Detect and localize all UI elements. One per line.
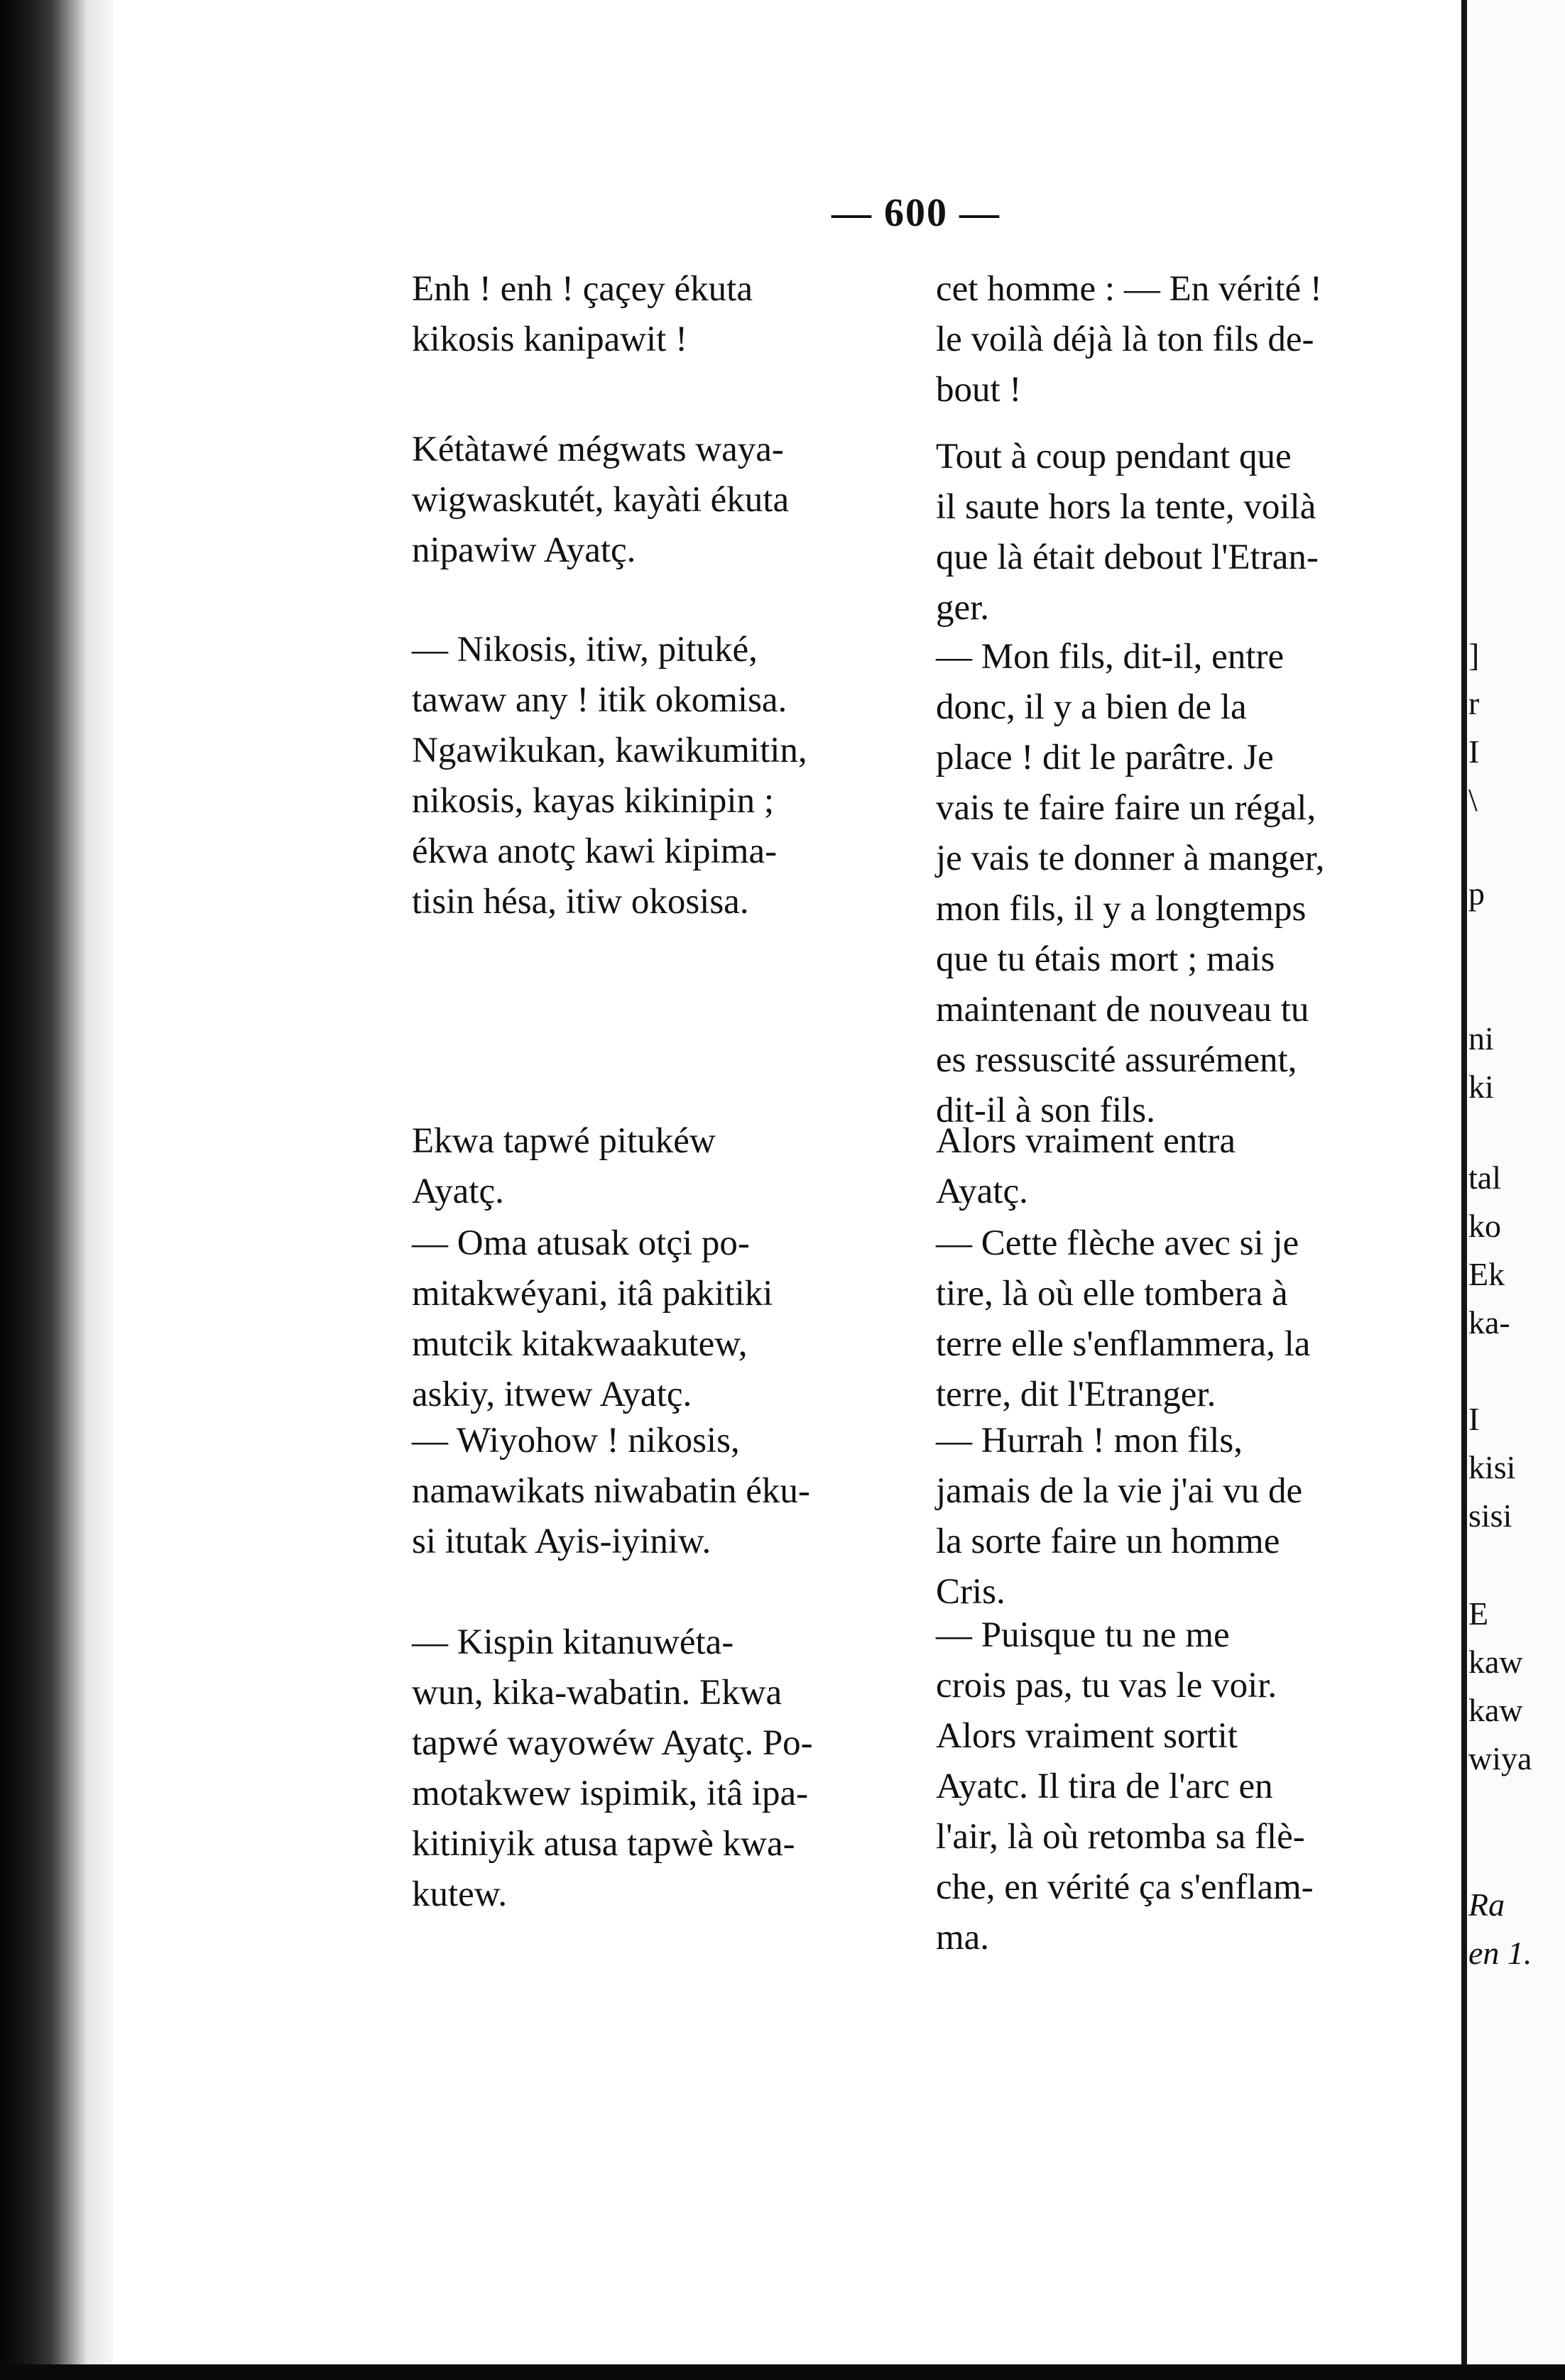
next-page-fragment: p	[1468, 875, 1485, 912]
next-page-fragment: kaw	[1468, 1692, 1523, 1728]
next-page-fragment: sisi	[1468, 1497, 1512, 1534]
next-page-fragment: \	[1468, 782, 1478, 818]
french-paragraph: Alors vraiment entra Ayatç.	[936, 1121, 1236, 1211]
next-page-fragment: wiya	[1468, 1740, 1532, 1776]
next-page-fragment: ]	[1468, 637, 1480, 673]
french-paragraph: — Hurrah ! mon fils, jamais de la vie j'ai vu de la sorte faire un homme Cris.	[936, 1421, 1303, 1612]
next-page-fragment: Ek	[1468, 1256, 1505, 1292]
cree-paragraph: — Wiyohow ! nikosis, namawikats niwabatin éku- si itutak Ayis-iyiniw.	[412, 1421, 810, 1561]
next-page-fragment: ni	[1468, 1020, 1494, 1057]
next-page-fragment: I	[1468, 1401, 1480, 1437]
next-page-fragment: tal	[1468, 1159, 1501, 1196]
cree-paragraph: Ekwa tapwé pitukéw Ayatç.	[412, 1121, 716, 1211]
page-gutter	[85, 0, 114, 2380]
next-page-fragment: I	[1468, 733, 1480, 770]
next-page-fragment: ki	[1468, 1069, 1494, 1105]
next-page-edge	[1461, 0, 1565, 2380]
next-page-fragment: kisi	[1468, 1449, 1516, 1485]
french-paragraph: — Mon fils, dit-il, entre donc, il y a bien de la place ! dit le parâtre. Je vais te faire faire un régal, je vais te donner à manger, mon fils, il y a longtemps que tu étais mort ; mais maintenant de nouveau tu es ressuscité assurément, dit-il à son fils.	[936, 637, 1325, 1130]
next-page-fragment: ko	[1468, 1208, 1501, 1244]
next-page-fragment: r	[1468, 685, 1480, 721]
cree-paragraph: — Kispin kitanuwéta- wun, kika-wabatin. Ekwa tapwé wayowéw Ayatç. Po- motakwew ispimik, itâ ipa- kitiniyik atusa tapwè kwa- kutew.	[412, 1622, 813, 1914]
scan-shadow-left	[0, 0, 85, 2380]
next-page-fragment: kaw	[1468, 1644, 1523, 1680]
cree-paragraph: — Oma atusak otçi po- mitakwéyani, itâ pakitiki mutcik kitakwaakutew, askiy, itwew Ayatç.	[412, 1223, 773, 1414]
french-paragraph: cet homme : — En vérité ! le voilà déjà là ton fils de- bout !	[936, 269, 1322, 410]
cree-paragraph: — Nikosis, itiw, pituké, tawaw any ! itik okomisa. Ngawikukan, kawikumitin, nikosis, kayas kikinipin ; ékwa anotç kawi kipima- tisin hésa, itiw okosisa.	[412, 630, 807, 922]
next-page-fragment: en 1.	[1468, 1935, 1532, 1971]
next-page-fragment: Ra	[1468, 1887, 1505, 1923]
scan-bottom-edge	[0, 2364, 1565, 2380]
cree-paragraph: Kétàtawé mégwats waya- wigwaskutét, kayàti ékuta nipawiw Ayatç.	[412, 430, 790, 570]
french-paragraph: Tout à coup pendant que il saute hors la tente, voilà que là était debout l'Etran- ger.	[936, 437, 1319, 628]
cree-paragraph: Enh ! enh ! çaçey ékuta kikosis kanipawit !	[412, 269, 753, 359]
page-number: — 600 —	[831, 191, 1000, 235]
next-page-fragment: ka-	[1468, 1304, 1510, 1341]
french-paragraph: — Cette flèche avec si je tire, là où elle tombera à terre elle s'enflammera, la terre, dit l'Etranger.	[936, 1223, 1311, 1414]
next-page-fragment: E	[1468, 1595, 1489, 1632]
french-paragraph: — Puisque tu ne me crois pas, tu vas le voir. Alors vraiment sortit Ayatc. Il tira de l'arc en l'air, là où retomba sa flè- che, en vérité ça s'enflam- ma.	[936, 1615, 1314, 1958]
